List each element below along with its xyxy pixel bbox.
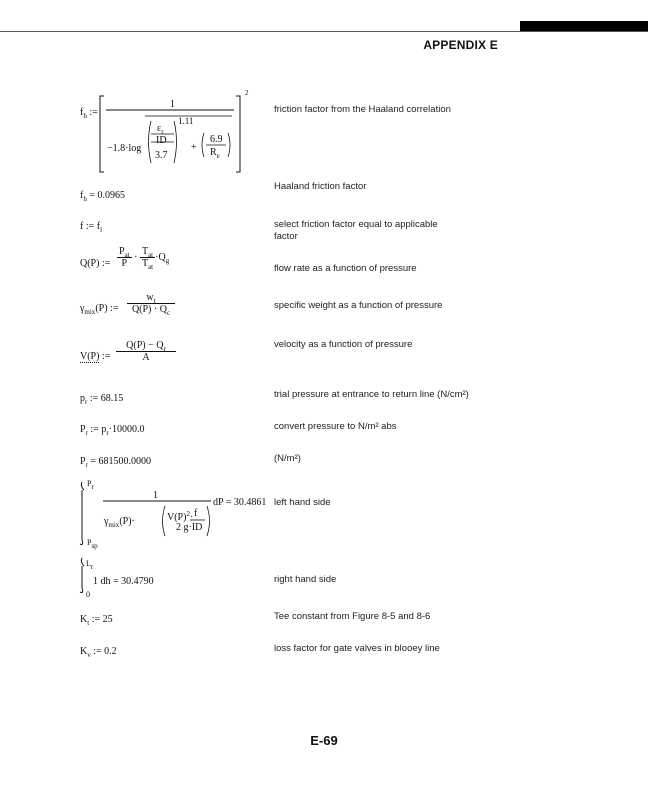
integral-lhs-den2: 2 g·ID xyxy=(176,522,203,533)
pr-trial: $p_r$ := 68.15 xyxy=(80,393,124,406)
gmix-rhs: $\frac{w_t}{Q(P) \cdot Q_c}$ xyxy=(127,292,175,315)
desc-gate-valves: loss factor for gate valves in blooey line xyxy=(274,643,440,654)
desc-trial-pressure: trial pressure at entrance to return line (N/cm²) xyxy=(274,389,469,400)
gmix-lhs: $\gamma_{mix}(P)$ := xyxy=(80,303,119,316)
desc-flow-rate: flow rate as a function of pressure xyxy=(274,263,417,274)
haaland-lhs: $f_h$ := xyxy=(80,107,98,120)
haaland-num69: 6.9 xyxy=(210,134,223,145)
haaland-div: 3.7 xyxy=(155,150,168,161)
desc-units: (N/m²) xyxy=(274,453,301,464)
integral-lhs-vp: $V(P)^2\cdot$ xyxy=(167,510,194,523)
integral-lhs-numerator: 1 xyxy=(153,490,158,501)
desc-haaland: friction factor from the Haaland correlation xyxy=(274,104,451,115)
integral-rhs-upper: Lr xyxy=(86,559,94,571)
integral-lhs-gmix: $\gamma_{mix}(P)\cdot$ xyxy=(104,516,135,529)
pr-value: $P_r = 681500.0000$ xyxy=(80,456,152,469)
desc-select-factor: select friction factor equal to applicable factor xyxy=(274,219,438,242)
haaland-re: $R_e$ xyxy=(210,147,220,160)
integral-lhs-f: f xyxy=(194,508,198,519)
desc-velocity: velocity as a function of pressure xyxy=(274,339,413,350)
integral-lhs-result: dP = 30.4861 xyxy=(213,497,267,508)
integral-lhs-upper: Pr xyxy=(87,479,94,491)
kt-assign: $K_t$ := 25 xyxy=(80,614,113,627)
haaland-eps: $\varepsilon_r$ xyxy=(157,123,164,136)
f-select: f := $f_l$ xyxy=(80,221,103,234)
desc-specific-weight: specific weight as a function of pressure xyxy=(274,300,443,311)
haaland-prefix: −1.8·log xyxy=(107,143,142,154)
fh-value: $f_h = 0.0965$ xyxy=(80,190,125,203)
appendix-label: APPENDIX E xyxy=(423,38,498,52)
desc-left-hand-side: left hand side xyxy=(274,497,331,508)
integral-lhs-lower: Psp xyxy=(87,538,98,550)
desc-right-hand-side: right hand side xyxy=(274,574,337,585)
kv-assign: $K_v$ := 0.2 xyxy=(80,646,117,659)
haaland-numerator: 1 xyxy=(170,99,175,110)
desc-tee-constant: Tee constant from Figure 8-5 and 8-6 xyxy=(274,611,431,622)
vp-rhs: $\frac{Q(P) - Q_r}{A}$ xyxy=(116,340,176,363)
vp-lhs: V(P) := xyxy=(80,351,111,362)
qp-lhs: Q(P) := xyxy=(80,258,111,269)
pr-convert: $P_r$ := $p_r\cdot 10000.0$ xyxy=(80,424,145,437)
haaland-plus: + xyxy=(191,142,197,153)
desc-convert-pressure: convert pressure to N/m² abs xyxy=(274,421,397,432)
integral-rhs-lower: 0 xyxy=(86,590,90,599)
integral-rhs-body: 1 dh = 30.4790 xyxy=(93,576,154,587)
haaland-exp-inner: 1.11 xyxy=(178,116,194,126)
page-number: E-69 xyxy=(310,733,338,748)
haaland-id: ID xyxy=(156,135,167,146)
qp-rhs: $\frac{P_{at}}{P}$ · $\frac{T_{at}}{T_{at}}$ $\cdot Q_g$ xyxy=(119,246,170,271)
haaland-exp-outer: 2 xyxy=(245,89,249,97)
desc-haaland-value: Haaland friction factor xyxy=(274,181,367,192)
